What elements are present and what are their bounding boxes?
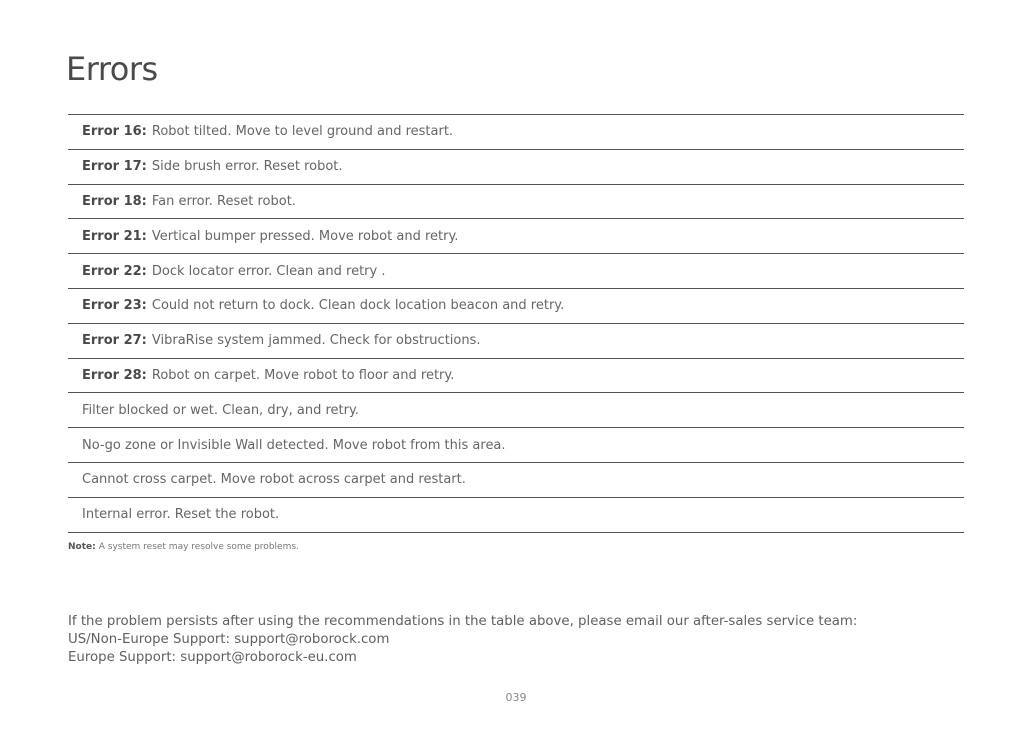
error-message: No-go zone or Invisible Wall detected. Move robot from this area. bbox=[82, 437, 506, 453]
error-message: Robot on carpet. Move robot to floor and retry. bbox=[151, 367, 455, 383]
error-row bbox=[68, 289, 964, 324]
error-message: Cannot cross carpet. Move robot across carpet and restart. bbox=[82, 472, 466, 488]
error-code: Error 23: bbox=[82, 298, 147, 314]
error-row bbox=[68, 324, 964, 359]
error-message: VibraRise system jammed. Check for obstructions. bbox=[151, 333, 481, 349]
note-text: A system reset may resolve some problems. bbox=[98, 542, 299, 552]
error-message: Robot tilted. Move to level ground and restart. bbox=[151, 124, 454, 140]
error-code: Error 28: bbox=[82, 367, 147, 383]
eu-support-line bbox=[68, 649, 857, 667]
error-code: Error 16: bbox=[82, 124, 147, 140]
us-support-label: US/Non-Europe Support: bbox=[68, 632, 235, 647]
error-code: Error 18: bbox=[82, 193, 147, 209]
error-row bbox=[68, 254, 964, 289]
error-row bbox=[68, 150, 964, 185]
error-row bbox=[68, 428, 964, 463]
error-row bbox=[68, 498, 964, 533]
error-message: Could not return to dock. Clean dock location beacon and retry. bbox=[151, 298, 565, 314]
contact-intro: If the problem persists after using the recommendations in the table above, please email our after-sales service team: bbox=[68, 614, 858, 629]
error-code: Error 17: bbox=[82, 159, 147, 175]
error-code: Error 21: bbox=[82, 228, 147, 244]
error-row bbox=[68, 359, 964, 394]
note bbox=[68, 542, 299, 552]
error-message: Fan error. Reset robot. bbox=[151, 193, 296, 209]
error-row bbox=[68, 219, 964, 254]
eu-support-email[interactable]: support@roborock-eu.com bbox=[180, 650, 357, 665]
contact-section bbox=[68, 613, 857, 667]
error-row bbox=[68, 115, 964, 150]
error-message: Vertical bumper pressed. Move robot and retry. bbox=[151, 228, 459, 244]
us-support-email[interactable]: support@roborock.com bbox=[234, 632, 390, 647]
note-label: Note: bbox=[68, 542, 96, 552]
error-code: Error 22: bbox=[82, 263, 147, 279]
error-row bbox=[68, 463, 964, 498]
error-row bbox=[68, 185, 964, 220]
eu-support-label: Europe Support: bbox=[68, 650, 181, 665]
error-message: Dock locator error. Clean and retry . bbox=[151, 263, 386, 279]
error-table bbox=[68, 114, 964, 533]
page-number: 039 bbox=[505, 691, 527, 704]
error-row bbox=[68, 393, 964, 428]
us-support-line bbox=[68, 631, 857, 649]
error-message: Filter blocked or wet. Clean, dry, and retry. bbox=[82, 402, 359, 418]
error-message: Side brush error. Reset robot. bbox=[151, 159, 343, 175]
page-title: Errors bbox=[66, 50, 158, 88]
error-code: Error 27: bbox=[82, 333, 147, 349]
error-message: Internal error. Reset the robot. bbox=[82, 507, 280, 523]
